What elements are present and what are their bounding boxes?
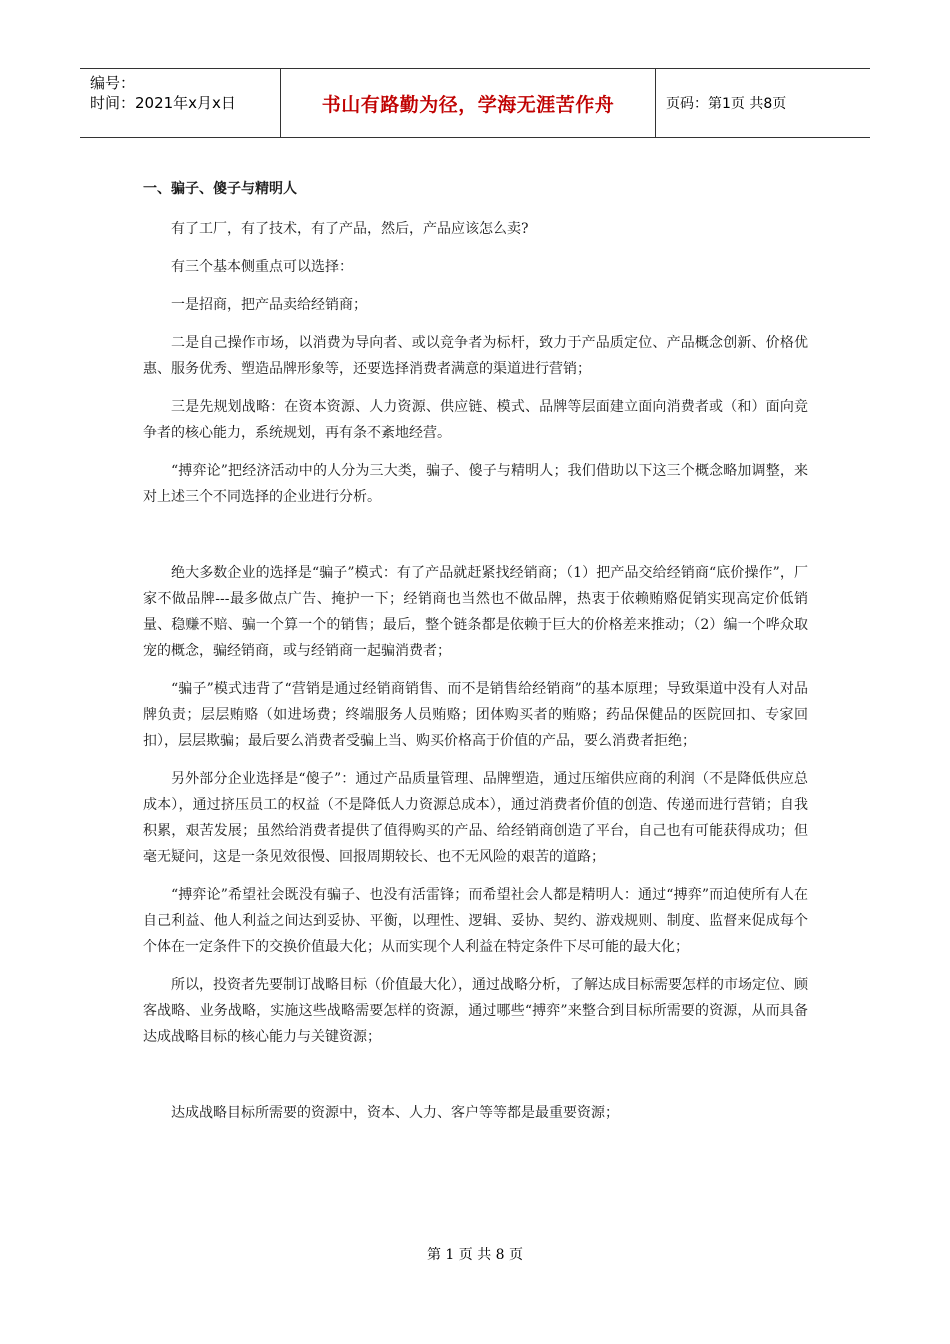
paragraph: 绝大多数企业的选择是“骗子”模式：有了产品就赶紧找经销商；（1）把产品交给经销商“底价操作”，厂家不做品牌---最多做点广告、掩护一下；经销商也当然也不做品牌，热衷于依赖贿赂促销实现高定价低销量、稳赚不赔、骗一个算一个的销售；最后，整个链条都是依赖于巨大的价格差来推动；（2）编一个哗众取宠的概念，骗经销商，或与经销商一起骗消费者；	[143, 565, 808, 659]
spacer	[143, 522, 808, 560]
paragraph: “骗子”模式违背了“营销是通过经销商销售、而不是销售给经销商”的基本原理；导致渠道中没有人对品牌负责；层层贿赂（如进场费；终端服务人员贿赂；团体购买者的贿赂；药品保健品的医院回扣、专家回扣），层层欺骗；最后要么消费者受骗上当、购买价格高于价值的产品，要么消费者拒绝；	[143, 681, 808, 749]
section-title: 一、骗子、傻子与精明人	[143, 181, 297, 197]
header-meta	[80, 69, 280, 137]
paragraph: 所以，投资者先要制订战略目标（价值最大化），通过战略分析，了解达成目标需要怎样的市场定位、顾客战略、业务战略，实施这些战略需要怎样的资源，通过哪些“搏弈”来整合到目标所需要的资源，从而具备达成战略目标的核心能力与关键资源；	[143, 977, 808, 1045]
spacer	[143, 1062, 808, 1100]
header-time-label: 时间：2021年x月x日	[90, 94, 236, 112]
paragraph: 有三个基本侧重点可以选择：	[171, 259, 353, 275]
paragraph: 达成战略目标所需要的资源中，资本、人力、客户等等都是最重要资源；	[171, 1105, 619, 1121]
paragraph: 另外部分企业选择是“傻子”：通过产品质量管理、品牌塑造，通过压缩供应商的利润（不是降低供应总成本），通过挤压员工的权益（不是降低人力资源总成本），通过消费者价值的创造、传递而进行营销；自我积累，艰苦发展；虽然给消费者提供了值得购买的产品、给经销商创造了平台，自己也有可能获得成功；但毫无疑问，这是一条见效很慢、回报周期较长、也不无风险的艰苦的道路；	[143, 771, 808, 865]
page-header	[80, 68, 870, 138]
header-number-label: 编号：	[90, 74, 136, 92]
paragraph: 二是自己操作市场，以消费为导向者、或以竞争者为标杆，致力于产品质定位、产品概念创新、价格优惠、服务优秀、塑造品牌形象等，还要选择消费者满意的渠道进行营销；	[143, 335, 808, 377]
header-motto: 书山有路勤为径，学海无涯苦作舟	[280, 69, 656, 137]
paragraph: 三是先规划战略：在资本资源、人力资源、供应链、模式、品牌等层面建立面向消费者或（和）面向竞争者的核心能力，系统规划，再有条不紊地经营。	[143, 399, 808, 441]
paragraph: “搏弈论”希望社会既没有骗子、也没有活雷锋；而希望社会人都是精明人：通过“搏弈”而迫使所有人在自己利益、他人利益之间达到妥协、平衡，以理性、逻辑、妥协、契约、游戏规则、制度、监督来促成每个个体在一定条件下的交换价值最大化；从而实现个人利益在特定条件下尽可能的最大化；	[143, 887, 808, 955]
paragraph: “搏弈论”把经济活动中的人分为三大类，骗子、傻子与精明人；我们借助以下这三个概念略加调整，来对上述三个不同选择的企业进行分析。	[143, 463, 808, 505]
header-page-info: 页码：第1页 共8页	[666, 96, 787, 112]
page-footer: 第 1 页 共 8 页	[426, 1247, 524, 1263]
paragraph: 一是招商，把产品卖给经销商；	[171, 297, 367, 313]
document-body	[143, 176, 808, 1138]
paragraph: 有了工厂，有了技术，有了产品，然后，产品应该怎么卖?	[171, 221, 529, 237]
